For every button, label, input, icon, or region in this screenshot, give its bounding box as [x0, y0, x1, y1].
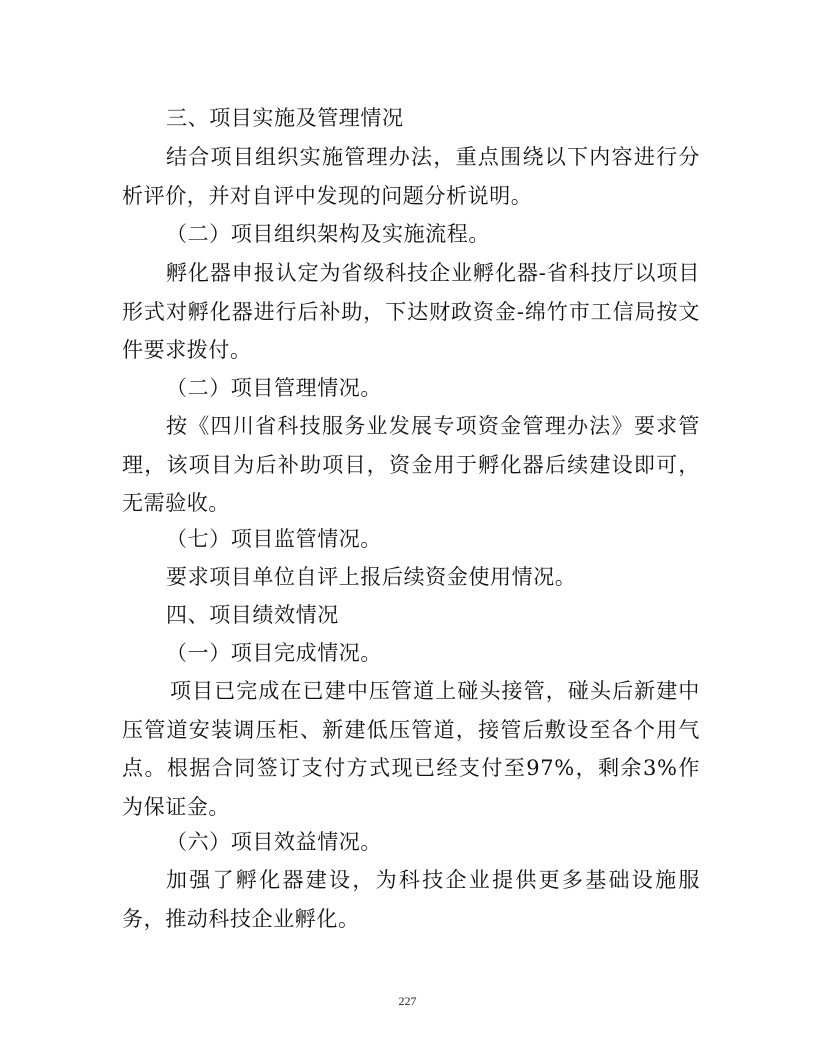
sub-2a-heading: （二）项目组织架构及实施流程。: [166, 222, 490, 246]
sub-1-heading: （一）项目完成情况。: [166, 641, 382, 665]
sub-7-heading: （七）项目监管情况。: [166, 527, 382, 551]
sub-6-heading: （六）项目效益情况。: [166, 830, 382, 854]
sub-2a-body: 孵化器申报认定为省级科技企业孵化器-省科技厅以项目形式对孵化器进行后补助，下达财政资金-绵竹市工信局按文件要求拨付。: [122, 261, 700, 362]
section-3-intro: 结合项目组织实施管理办法，重点围绕以下内容进行分析评价，并对自评中发现的问题分析说明。: [122, 145, 700, 208]
sub-2b-body: 按《四川省科技服务业发展专项资金管理办法》要求管理，该项目为后补助项目，资金用于孵化器后续建设即可，无需验收。: [122, 414, 700, 515]
section-3-heading: 三、项目实施及管理情况: [166, 106, 404, 130]
sub-6-body: 加强了孵化器建设，为科技企业提供更多基础设施服务，推动科技企业孵化。: [122, 868, 700, 931]
sub-7-body: 要求项目单位自评上报后续资金使用情况。: [166, 565, 577, 589]
section-4-heading: 四、项目绩效情况: [166, 603, 339, 627]
sub-1-body: 项目已完成在已建中压管道上碰头接管，碰头后新建中压管道安装调压柜、新建低压管道，接管后敷设至各个用气点。根据合同签订支付方式现已经支付至97%，剩余3%作为保证金。: [122, 679, 700, 819]
sub-2b-heading: （二）项目管理情况。: [166, 376, 382, 400]
page-number: 227: [398, 994, 417, 1008]
